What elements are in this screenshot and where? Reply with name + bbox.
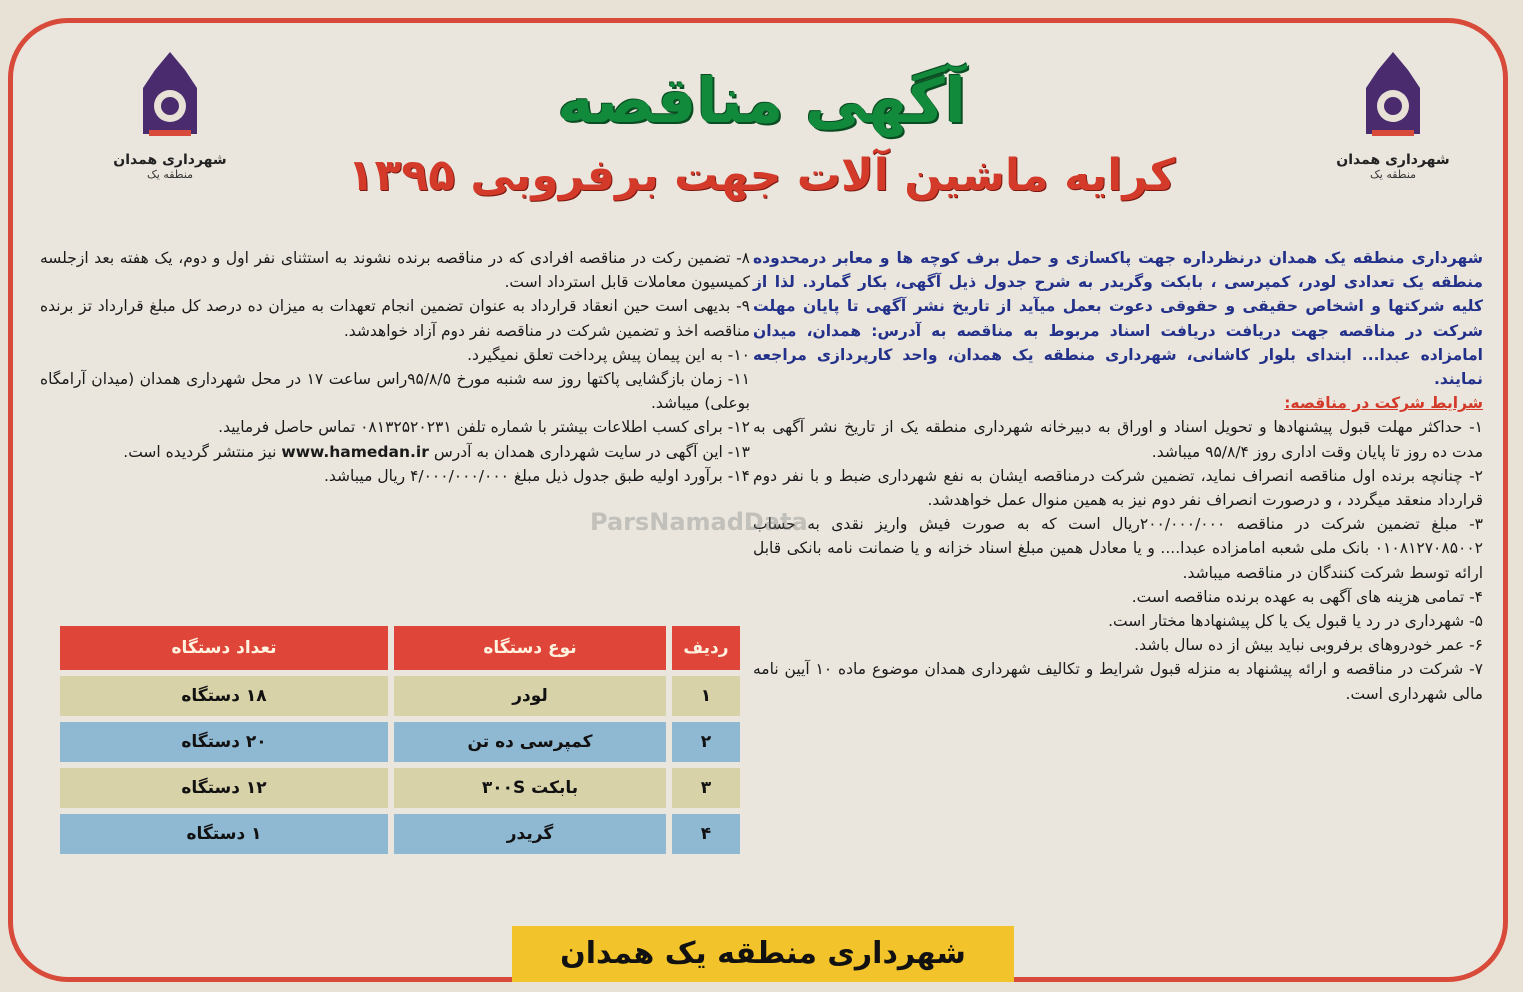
equipment-type: لودر xyxy=(394,676,666,716)
table-row xyxy=(46,814,740,854)
watermark: ParsNamadData xyxy=(590,508,808,536)
website-link[interactable]: www.hamedan.ir xyxy=(281,442,429,461)
row-number: ۴ xyxy=(672,814,740,854)
condition-item: ۸- تضمین رکت در مناقصه افرادی که در مناقصه برنده نشوند به استثنای نفر اول و دوم، یک هفته بعد ازجلسه کمیسیون معاملات قابل استرداد است. xyxy=(40,249,750,292)
condition-item: ۱- حداکثر مهلت قبول پیشنهادها و تحویل اسناد و اوراق به دبیرخانه شهرداری منطقه یک از تاریخ نشر آگهی به مدت ده روز تا پایان وقت اداری روز ۹۵/۸/۴ میباشد. xyxy=(753,418,1483,461)
table-row xyxy=(46,722,740,762)
row-number: ۲ xyxy=(672,722,740,762)
ad-subtitle: کرایه ماشین آلات جهت برفروبی ۱۳۹۵ xyxy=(347,150,1176,201)
right-column xyxy=(753,246,1483,706)
ad-title: آگهی مناقصه xyxy=(557,64,966,137)
row-number: ۳ xyxy=(672,768,740,808)
header-row-number: ردیف xyxy=(672,626,740,670)
row-number: ۱ xyxy=(672,676,740,716)
footer-banner: شهرداری منطقه یک همدان xyxy=(512,926,1014,982)
condition-item: ۱۰- به این پیمان پیش پرداخت تعلق نمیگیرد. xyxy=(467,345,750,364)
condition-item: ۱۱- زمان بازگشایی پاکتها روز سه شنبه مورخ ۹۵/۸/۵راس ساعت ۱۷ در محل شهرداری همدان (میدان آرامگاه بوعلی) میباشد. xyxy=(40,370,750,413)
condition-item: ۹- بدیهی است حین انعقاد قرارداد به عنوان تضمین انجام تعهدات به میزان ده درصد کل مبلغ قرارداد تز برنده مناقصه اخذ و تضمین شرکت در مناقصه نفر دوم آزاد خواهدشد. xyxy=(40,297,750,340)
table-row xyxy=(46,768,740,808)
conditions-heading: شرایط شرکت در مناقصه: xyxy=(1284,394,1483,413)
left-column xyxy=(40,246,750,488)
equipment-type: بابکت ۳۰۰S xyxy=(394,768,666,808)
equipment-count: ۲۰ دستگاه xyxy=(60,722,388,762)
condition-item: ۱۲- برای کسب اطلاعات بیشتر با شماره تلفن ۰۸۱۳۲۵۲۰۲۳۱ تماس حاصل فرمایید. xyxy=(218,418,750,437)
equipment-type: گریدر xyxy=(394,814,666,854)
intro-paragraph: شهرداری منطقه یک همدان درنظرداره جهت پاکسازی و حمل برف کوچه ها و معابر درمحدوده منطقه یک تعدادی لودر، کمپرسی ، بابکت وگریدر به شرح جدول ذیل آگهی، بکار گمارد. لذا از کلیه شرکتها و اشخاص حقیقی و حقوقی دعوت بعمل میآید از تاریخ نشر آگهی تا پایان مهلت شرکت در مناقصه جهت دریافت دریافت اسناد مربوط به مناقصه به آدرس: همدان، میدان امامزاده عبدا... ابتدای بلوار کاشانی، شهرداری منطقه یک همدان، واحد کارپردازی مراجعه نمایند. xyxy=(753,249,1483,389)
equipment-type: کمپرسی ده تن xyxy=(394,722,666,762)
condition-item: ۶- عمر خودروهای برفروبی نباید بیش از ده سال باشد. xyxy=(1134,636,1483,655)
header-equipment-count: تعداد دستگاه xyxy=(60,626,388,670)
item13-tail: نیز منتشر گردیده است. xyxy=(123,442,277,461)
equipment-count: ۱ دستگاه xyxy=(60,814,388,854)
logo-sub: منطقه یک xyxy=(146,168,194,181)
condition-item: ۱۴- برآورد اولیه طبق جدول ذیل مبلغ ۴/۰۰۰/۰۰۰/۰۰۰ ریال میباشد. xyxy=(323,466,750,485)
table-header-row xyxy=(46,626,740,670)
equipment-table xyxy=(46,626,740,860)
condition-item: ۵- شهرداری در رد یا قبول یک یا کل پیشنهادها مختار است. xyxy=(1108,612,1483,631)
condition-item-13 xyxy=(40,440,750,464)
logo-name: شهرداری همدان xyxy=(1336,152,1450,168)
equipment-count: ۱۲ دستگاه xyxy=(60,768,388,808)
condition-item: ۳- مبلغ تضمین شرکت در مناقصه ۲۰۰/۰۰۰/۰۰۰ریال است که به صورت فیش واریز نقدی به حساب ۰۱۰۸۱۲۷۰۸۵۰۰۲ بانک ملی شعبه امامزاده عبدا.... و یا معادل همین مبلغ اسناد خزانه و یا ضمانت نامه بانکی قابل ارائه توسط شرکت کنندگان در مناقصه میباشد. xyxy=(753,515,1483,582)
logo-sub: منطقه یک xyxy=(1369,168,1417,181)
condition-item: ۲- چنانچه برنده اول مناقصه انصراف نماید، تضمین شرکت درمناقصه ایشان به نفع شهرداری ضبط و با نفر دوم قرارداد منعقد میگردد ، و درصورت انصراف نفر دوم نیز به همین منوال عمل خواهدشد. xyxy=(753,466,1483,510)
condition-item: ۷- شرکت در مناقصه و ارائه پیشنهاد به منزله قبول شرایط و تکالیف شهرداری همدان موضوع ماده ۱۰ آیین نامه مالی شهرداری است. xyxy=(753,660,1483,703)
logo-name: شهرداری همدان xyxy=(113,152,227,168)
header-equipment-type: نوع دستگاه xyxy=(394,626,666,670)
table-row xyxy=(46,676,740,716)
equipment-count: ۱۸ دستگاه xyxy=(60,676,388,716)
condition-item: ۴- تمامی هزینه های آگهی به عهده برنده مناقصه است. xyxy=(1131,587,1483,606)
item13-text: ۱۳- این آگهی در سایت شهرداری همدان به آدرس xyxy=(433,442,750,461)
